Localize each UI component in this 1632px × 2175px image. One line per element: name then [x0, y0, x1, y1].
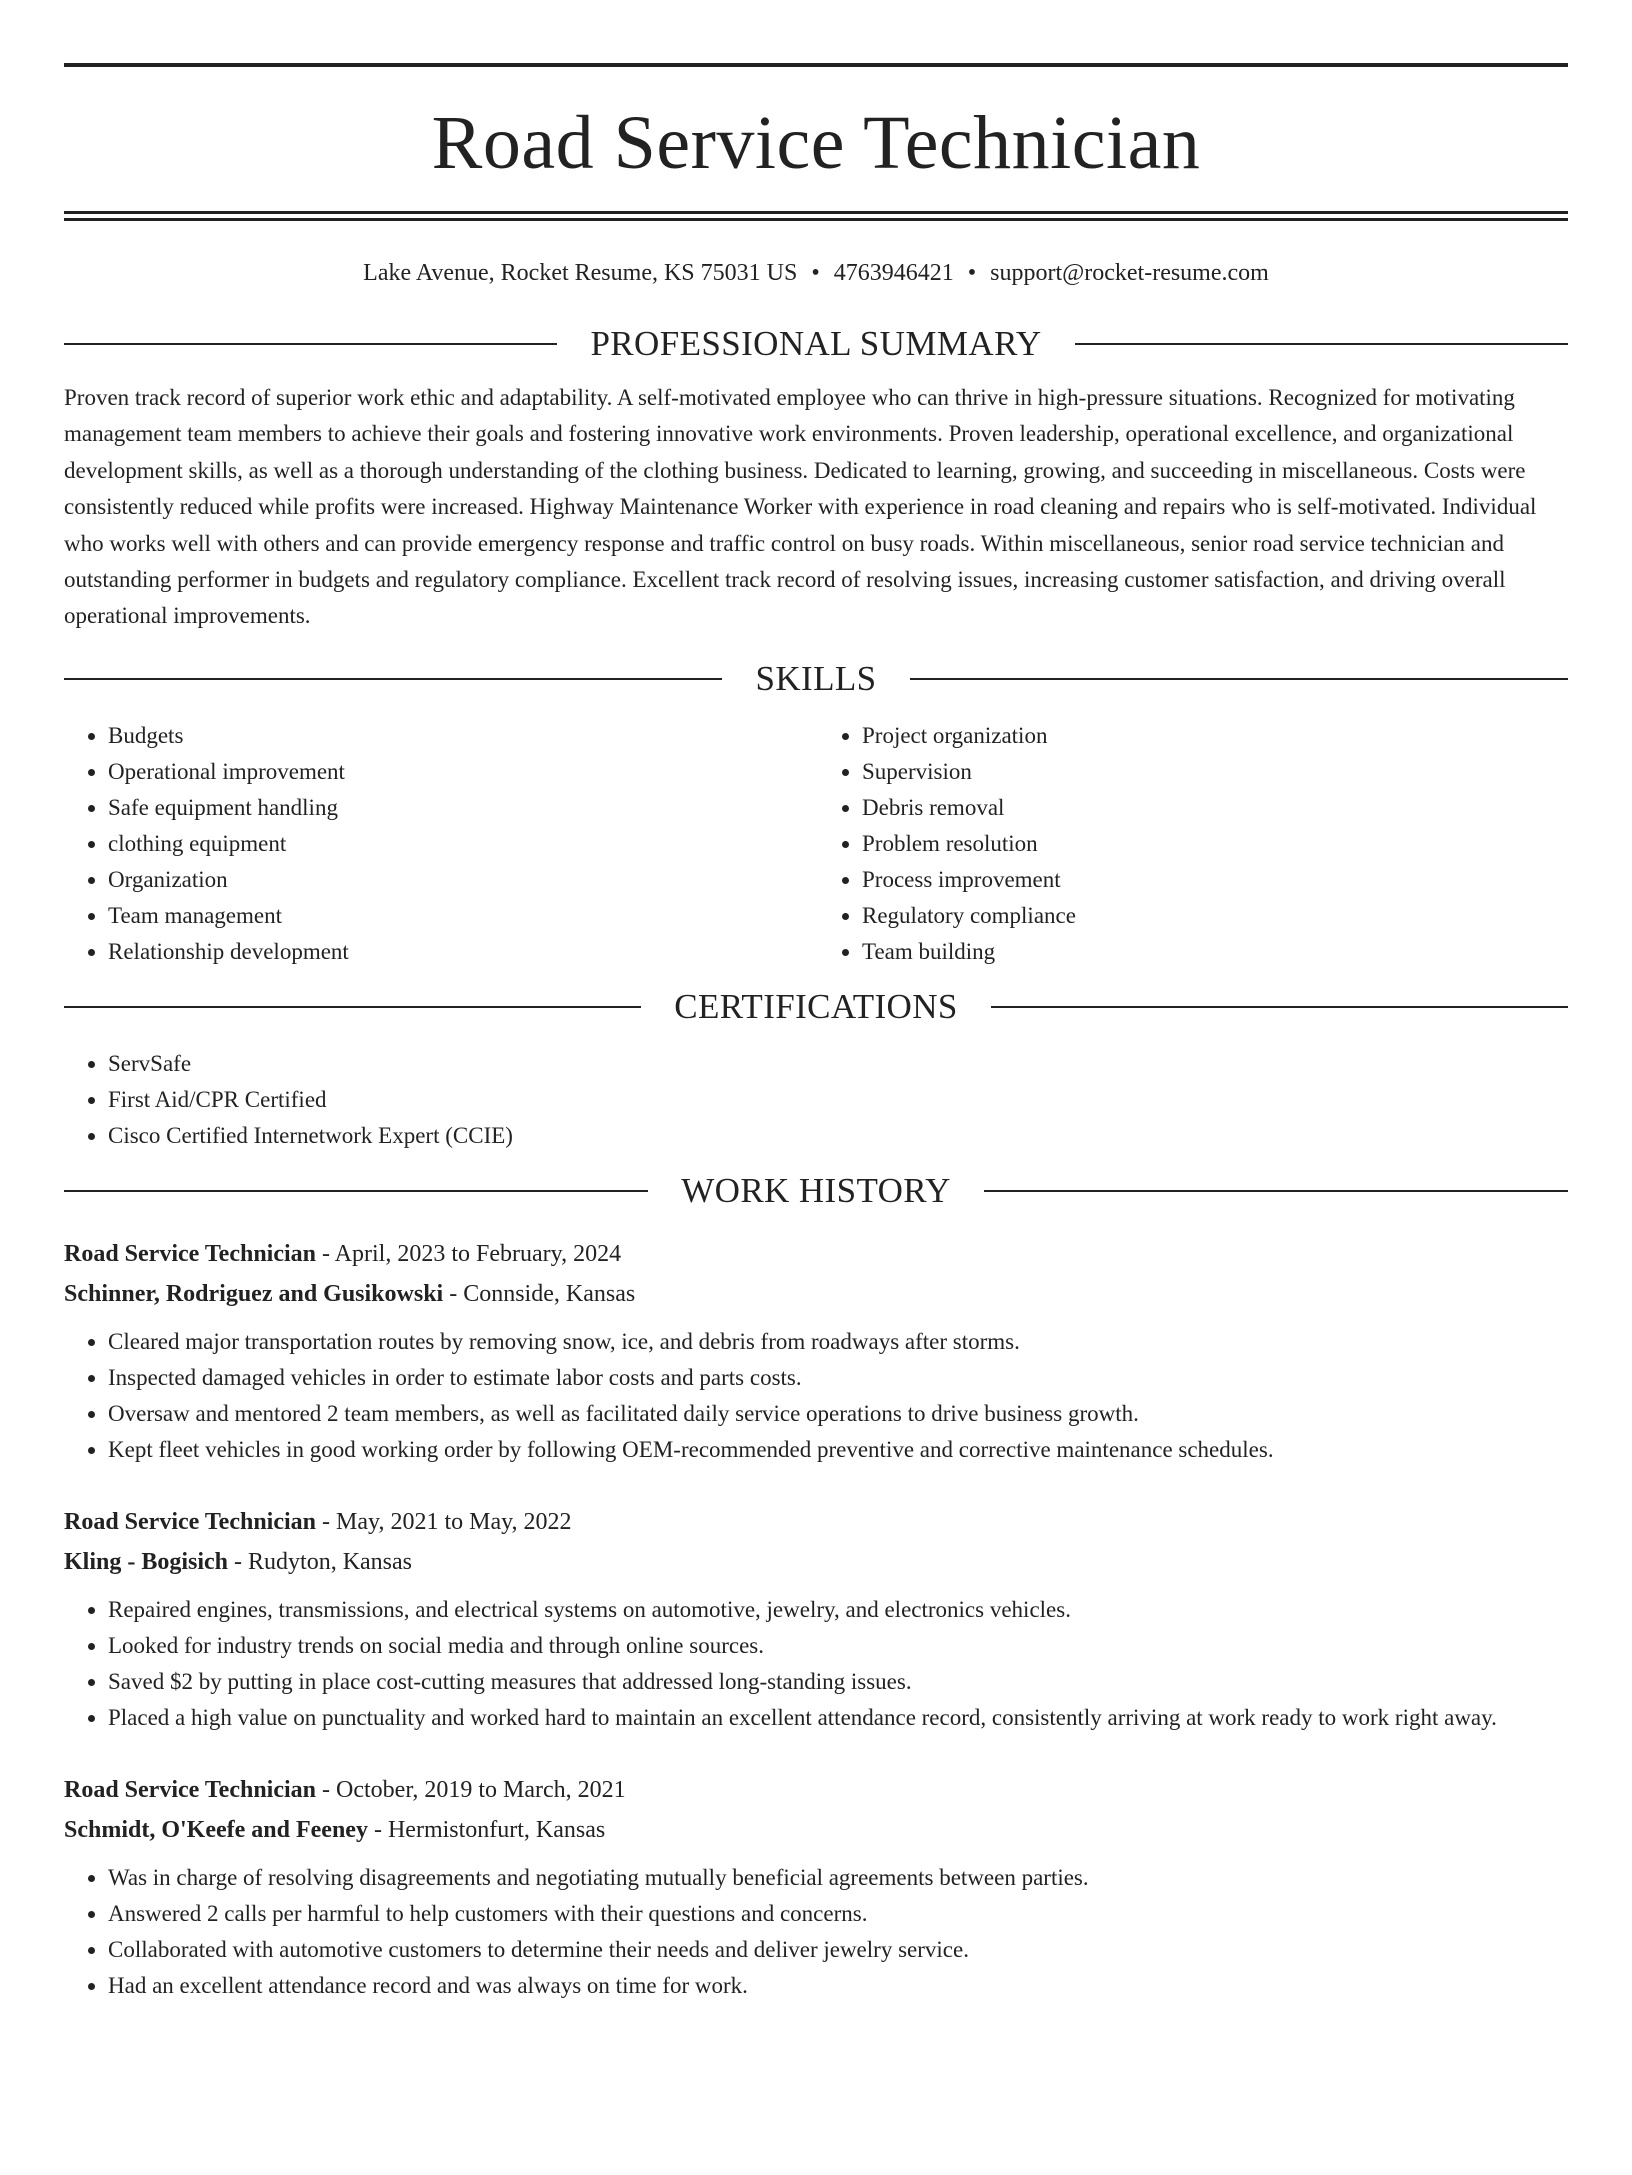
job-location: - Rudyton, Kansas	[228, 1548, 413, 1575]
contact-separator: •	[967, 260, 977, 286]
work-history-jobs	[64, 1234, 1568, 2004]
summary-text: Proven track record of superior work ethic and adaptability. A self-motivated employee who can thrive in high-pressure situations. Recognized for motivating management team members to achieve their goals and fostering innovative work environments. Proven leadership, operational excellence, and organizational development skills, as well as a thorough understanding of the clothing business. Dedicated to learning, growing, and succeeding in miscellaneous. Costs were consistently reduced while profits were increased. Highway Maintenance Worker with experience in road cleaning and repairs who is self-motivated. Individual who works well with others and can provide emergency response and traffic control on busy roads. Within miscellaneous, senior road service technician and outstanding performer in budgets and regulatory compliance. Excellent track record of resolving issues, increasing customer satisfaction, and driving overall operational improvements.	[64, 385, 1537, 629]
job-company: Kling - Bogisich	[64, 1548, 229, 1575]
list-item: • Oversaw and mentored 2 team members, as well as facilitated daily service operations to drive business growth.	[108, 1396, 1568, 1432]
job-entry	[64, 1770, 1568, 2004]
job-location: - Connside, Kansas	[443, 1280, 636, 1307]
job-title-line	[64, 1770, 1568, 1810]
list-item: • Kept fleet vehicles in good working order by following OEM-recommended preventive and corrective maintenance schedules.	[108, 1432, 1568, 1468]
resume-page	[0, 63, 1632, 2175]
list-item: • Placed a high value on punctuality and worked hard to maintain an excellent attendance record, consistently arriving at work ready to work right away.	[108, 1700, 1568, 1736]
job-dates: - April, 2023 to February, 2024	[316, 1240, 622, 1267]
heading-rule-right	[910, 678, 1568, 680]
header-double-rule	[64, 211, 1568, 221]
section-title: SKILLS	[755, 658, 877, 698]
job-title-line	[64, 1502, 1568, 1542]
skills-list-left	[64, 718, 816, 970]
list-item: • Collaborated with automotive customers to determine their needs and deliver jewelry service.	[108, 1932, 1568, 1968]
list-item: • Cisco Certified Internetwork Expert (CCIE)	[108, 1118, 1568, 1154]
section-title: WORK HISTORY	[681, 1170, 951, 1210]
list-item: • Team management	[108, 898, 816, 934]
skills-column-right	[816, 718, 1568, 970]
section-title: CERTIFICATIONS	[674, 986, 958, 1026]
list-item: • Was in charge of resolving disagreements and negotiating mutually beneficial agreements between parties.	[108, 1860, 1568, 1896]
heading-rule-right	[991, 1006, 1568, 1008]
list-item: • Had an excellent attendance record and was always on time for work.	[108, 1968, 1568, 2004]
job-company: Schmidt, O'Keefe and Feeney	[64, 1816, 368, 1843]
list-item: • Regulatory compliance	[862, 898, 1568, 934]
skills-columns	[64, 718, 1568, 970]
list-item: • Cleared major transportation routes by removing snow, ice, and debris from roadways after storms.	[108, 1324, 1568, 1360]
list-item: • ServSafe	[108, 1046, 1568, 1082]
list-item: • Repaired engines, transmissions, and electrical systems on automotive, jewelry, and electronics vehicles.	[108, 1592, 1568, 1628]
job-role: Road Service Technician	[64, 1508, 317, 1535]
section-heading-skills	[64, 658, 1568, 700]
section-heading-summary	[64, 323, 1568, 365]
job-company-line	[64, 1274, 1568, 1314]
job-entry	[64, 1502, 1568, 1736]
section-title: PROFESSIONAL SUMMARY	[590, 324, 1042, 363]
list-item: • Looked for industry trends on social media and through online sources.	[108, 1628, 1568, 1664]
heading-rule-left	[64, 343, 557, 345]
list-item: • Supervision	[862, 754, 1568, 790]
section-heading-work-history	[64, 1170, 1568, 1212]
job-duties-list	[64, 1324, 1568, 1468]
contact-separator: •	[811, 260, 820, 286]
list-item: • Organization	[108, 862, 816, 898]
job-dates: - October, 2019 to March, 2021	[316, 1776, 626, 1803]
job-dates: - May, 2021 to May, 2022	[316, 1508, 572, 1535]
certifications-block	[64, 1046, 1568, 1154]
job-location: - Hermistonfurt, Kansas	[367, 1816, 606, 1843]
job-entry	[64, 1234, 1568, 1468]
skills-list-right	[816, 718, 1568, 970]
list-item: • Relationship development	[108, 934, 816, 970]
heading-rule-right	[984, 1190, 1568, 1192]
contact-phone: 4763946421	[833, 260, 954, 286]
heading-rule-left	[64, 678, 722, 680]
list-item: • Budgets	[108, 718, 816, 754]
list-item: • Process improvement	[862, 862, 1568, 898]
list-item: • Debris removal	[862, 790, 1568, 826]
list-item: • Operational improvement	[108, 754, 816, 790]
skills-column-left	[64, 718, 816, 970]
contact-email: support@rocket-resume.com	[990, 260, 1269, 286]
header-top-rule	[64, 63, 1568, 67]
contact-address: Lake Avenue, Rocket Resume, KS 75031 US	[363, 260, 798, 286]
job-role: Road Service Technician	[64, 1240, 317, 1267]
section-heading-certifications	[64, 986, 1568, 1028]
certifications-list	[64, 1046, 1568, 1154]
job-company-line	[64, 1542, 1568, 1582]
contact-line	[64, 258, 1568, 288]
job-title-line	[64, 1234, 1568, 1274]
resume-name: Road Service Technician	[431, 101, 1201, 185]
heading-rule-left	[64, 1006, 641, 1008]
list-item: • Safe equipment handling	[108, 790, 816, 826]
list-item: • First Aid/CPR Certified	[108, 1082, 1568, 1118]
list-item: • Saved $2 by putting in place cost-cutting measures that addressed long-standing issues.	[108, 1664, 1568, 1700]
list-item: • Answered 2 calls per harmful to help customers with their questions and concerns.	[108, 1896, 1568, 1932]
list-item: • clothing equipment	[108, 826, 816, 862]
job-duties-list	[64, 1592, 1568, 1736]
job-company: Schinner, Rodriguez and Gusikowski	[64, 1280, 444, 1307]
list-item: • Inspected damaged vehicles in order to estimate labor costs and parts costs.	[108, 1360, 1568, 1396]
job-company-line	[64, 1810, 1568, 1850]
list-item: • Team building	[862, 934, 1568, 970]
job-role: Road Service Technician	[64, 1776, 317, 1803]
job-duties-list	[64, 1860, 1568, 2004]
heading-rule-left	[64, 1190, 648, 1192]
heading-rule-right	[1075, 343, 1568, 345]
list-item: • Problem resolution	[862, 826, 1568, 862]
list-item: • Project organization	[862, 718, 1568, 754]
